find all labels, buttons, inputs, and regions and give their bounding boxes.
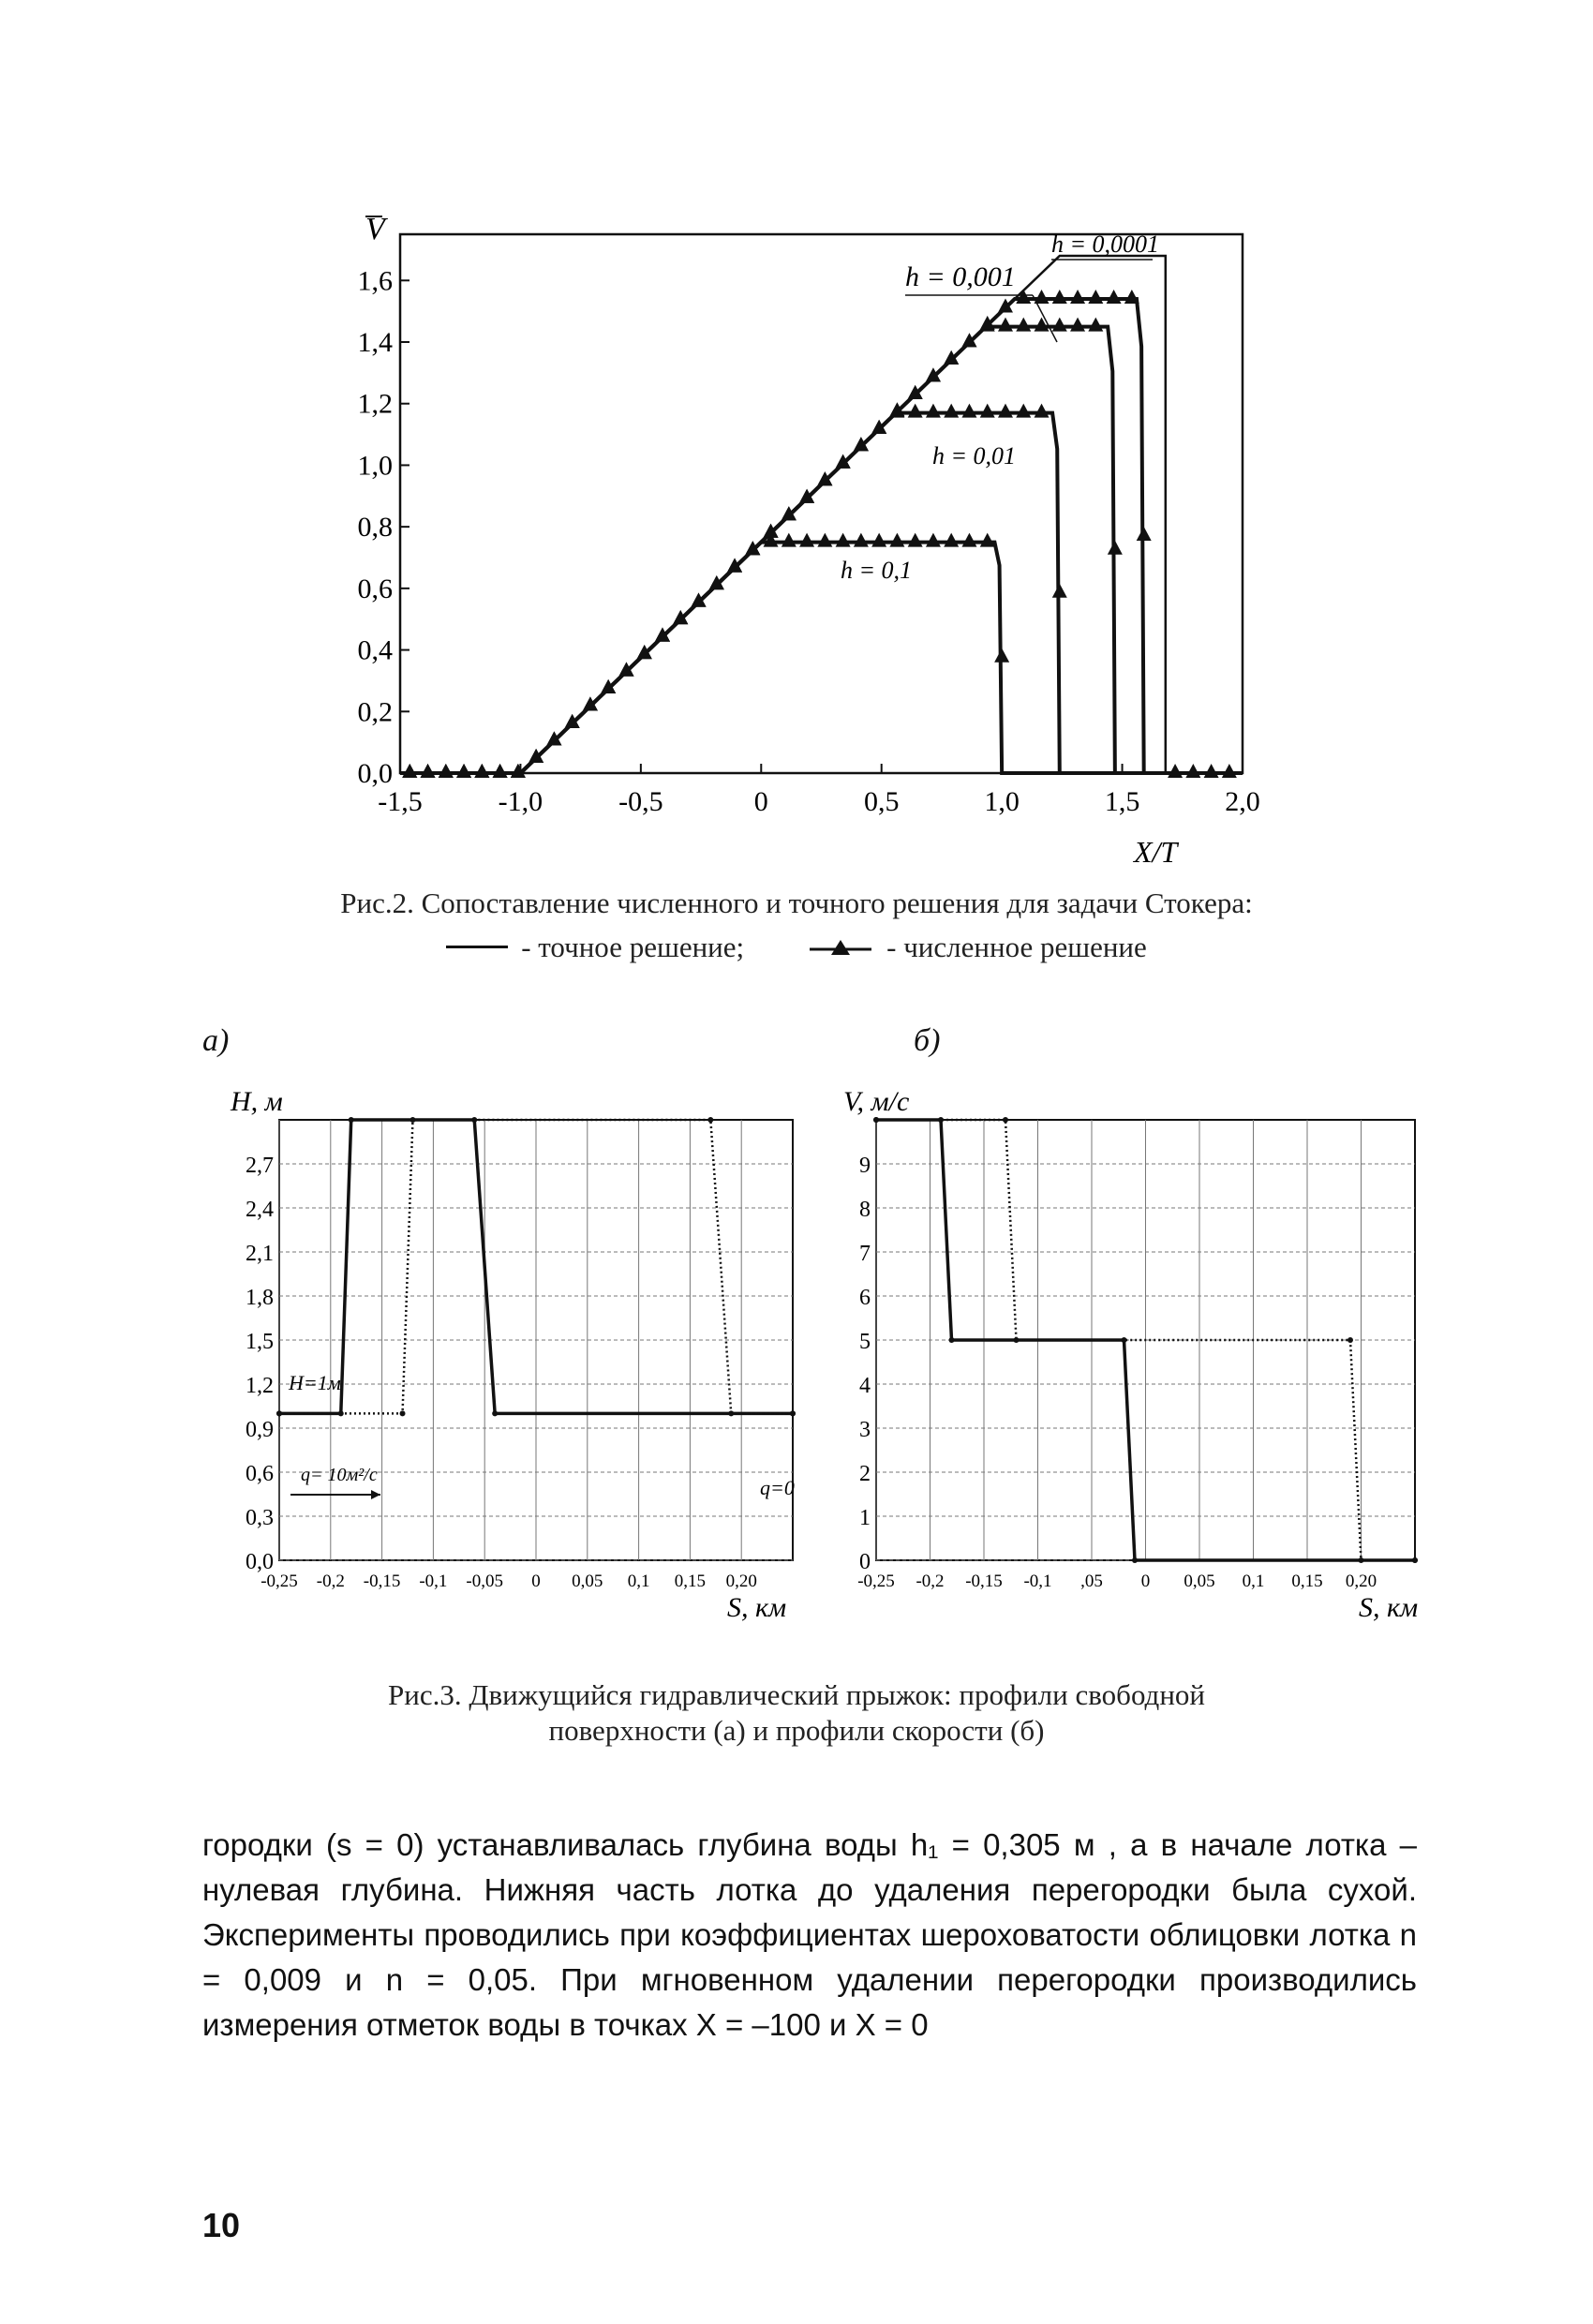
fig3b-xlabel: S, км	[1359, 1592, 1419, 1623]
fig2-xtick-label: 2,0	[1225, 786, 1260, 817]
fig2-numeric-marker	[799, 533, 814, 547]
page-number: 10	[202, 2206, 241, 2244]
fig3-series-marker	[492, 1410, 498, 1416]
fig3-xtick-label: -0,15	[363, 1572, 401, 1591]
fig3-ytick-label: 1,2	[246, 1374, 274, 1398]
fig2-numeric-marker	[980, 533, 995, 547]
fig3-series-marker	[1132, 1557, 1138, 1563]
fig3-panel-a-label: а)	[202, 1023, 230, 1058]
fig3-ytick-label: 2,7	[246, 1154, 274, 1178]
fig3-xtick-label: -0,25	[857, 1572, 895, 1591]
fig3-series-marker	[873, 1117, 879, 1123]
fig2-ytick-label: 1,6	[357, 265, 393, 297]
fig3-xtick-label: 0	[531, 1572, 541, 1591]
fig3-ytick-label: 0,0	[246, 1550, 274, 1574]
fig3-series-marker	[1014, 1337, 1020, 1343]
fig2-numeric-marker	[1185, 764, 1200, 778]
fig3-xtick-label: 0,1	[1242, 1572, 1265, 1591]
fig3-xtick-label: -0,1	[1023, 1572, 1052, 1591]
fig2-numeric-marker	[908, 533, 923, 547]
fig3-series-marker	[1359, 1557, 1364, 1563]
fig3-series-marker	[1347, 1337, 1353, 1343]
fig3-series-marker	[409, 1117, 415, 1123]
fig3-ytick-label: 0,9	[246, 1418, 274, 1442]
fig2-xtick-label: -1,0	[498, 786, 543, 817]
fig2-numeric-marker	[1168, 764, 1183, 778]
fig2-caption	[0, 886, 1593, 965]
fig2-numeric-marker	[1107, 290, 1122, 304]
fig2-numeric-marker	[944, 533, 959, 547]
fig3-series-marker	[790, 1410, 796, 1416]
figure3b-chart	[815, 1078, 1443, 1640]
fig2-xtick-label: 1,5	[1104, 786, 1140, 817]
fig3-xtick-label: 0	[1140, 1572, 1151, 1591]
fig3-ytick-label: 8	[859, 1198, 871, 1222]
fig2-numeric-marker	[1204, 764, 1219, 778]
fig3-ytick-label: 2	[859, 1462, 871, 1486]
fig2-xtick-label: 1,0	[984, 786, 1020, 817]
fig3-series-marker	[349, 1117, 354, 1123]
fig2-numeric-marker	[908, 404, 923, 418]
fig2-numeric-marker	[1052, 584, 1067, 598]
fig3-panel-b-label: б)	[914, 1023, 941, 1058]
fig3-xtick-label: 0,20	[1345, 1572, 1377, 1591]
fig2-numeric-marker	[1088, 290, 1103, 304]
fig2-numeric-marker	[926, 533, 941, 547]
fig3-ytick-label: 9	[859, 1154, 871, 1178]
figure2-chart	[337, 211, 1274, 872]
fig3-ytick-label: 0,3	[246, 1506, 274, 1530]
fig2-xlabel: X/T	[1134, 835, 1178, 869]
fig2-ytick-label: 0,4	[357, 634, 393, 666]
fig3-series-marker	[400, 1410, 406, 1416]
fig2-xtick-label: 0,5	[863, 786, 900, 817]
fig2-numeric-marker	[817, 533, 832, 547]
fig3a-ylabel: H, м	[231, 1086, 283, 1117]
fig2-numeric-marker	[871, 533, 886, 547]
fig2-numeric-marker	[998, 404, 1013, 418]
fig3-ytick-label: 1	[859, 1506, 871, 1530]
fig3a-annotation-q0: q=0	[760, 1476, 795, 1499]
fig2-annotation-h01: h = 0,1	[841, 557, 913, 584]
fig2-numeric-marker	[493, 764, 508, 778]
fig2-numeric-marker	[961, 533, 976, 547]
body-paragraph: городки (s = 0) устанавливалась глубина воды h₁ = 0,305 м , а в начале лотка – нулевая глубина. Нижняя часть лотка до удаления перегородки была сухой. Эксперименты проводились при коэффициентах шероховатости облицовки лотка n = 0,009 и n = 0,05. При мгновенном удалении перегородки производились измерения отметок воды в точках X = –100 и X = 0	[202, 1827, 1417, 2042]
fig2-ytick-label: 1,2	[357, 388, 393, 420]
fig2-ylabel: V	[365, 212, 385, 246]
fig2-annotation-h00001: h = 0,0001	[1051, 231, 1160, 258]
fig3-ytick-label: 5	[859, 1330, 871, 1354]
fig3-ytick-label: 1,8	[246, 1286, 274, 1310]
fig3-ytick-label: 4	[859, 1374, 871, 1398]
fig2-numeric-marker	[421, 764, 436, 778]
fig3-ytick-label: 3	[859, 1418, 871, 1442]
fig2-numeric-marker	[1124, 290, 1139, 304]
fig3-xtick-label: ,05	[1080, 1572, 1103, 1591]
fig2-ytick-label: 0,2	[357, 696, 393, 728]
fig2-numeric-marker	[980, 404, 995, 418]
fig3-series-marker	[1412, 1557, 1418, 1563]
legend-numeric-marker-icon	[808, 938, 873, 957]
fig2-annotation-h001: h = 0,01	[932, 442, 1017, 469]
fig2-numeric-marker	[1035, 404, 1050, 418]
fig3-caption	[0, 1677, 1593, 1749]
fig2-numeric-marker	[1222, 764, 1237, 778]
fig3-xtick-label: -0,2	[916, 1572, 945, 1591]
fig2-numeric-marker	[439, 764, 454, 778]
fig2-xtick-label: -0,5	[618, 786, 663, 817]
fig3-ytick-label: 2,1	[246, 1242, 274, 1266]
fig3-xtick-label: -0,1	[419, 1572, 448, 1591]
fig2-numeric-marker	[782, 533, 796, 547]
fig2-numeric-marker	[1070, 318, 1085, 332]
body-text	[202, 1823, 1417, 2048]
fig3-series-marker	[728, 1410, 734, 1416]
fig3-xtick-label: 0,05	[572, 1572, 603, 1591]
legend-numeric-label: - численное решение	[886, 930, 1147, 963]
fig2-ytick-label: 0,8	[357, 512, 393, 544]
fig3a-annotation-q: q= 10м²/с	[301, 1465, 378, 1485]
fig2-ytick-label: 0,6	[357, 573, 393, 604]
fig3a-xlabel: S, км	[727, 1592, 787, 1623]
fig2-numeric-marker	[944, 404, 959, 418]
fig3-ytick-label: 7	[859, 1242, 871, 1266]
legend-exact-label: - точное решение;	[521, 930, 745, 963]
legend-exact-line-icon	[446, 946, 508, 948]
fig2-numeric-marker	[1016, 318, 1031, 332]
fig3-xtick-label: -0,15	[965, 1572, 1003, 1591]
fig2-annotation-h0001: h = 0,001	[905, 261, 1016, 292]
fig3b-ylabel: V, м/с	[843, 1086, 910, 1117]
fig3-xtick-label: -0,25	[261, 1572, 298, 1591]
fig2-numeric-marker	[994, 648, 1009, 663]
fig2-numeric-marker	[1035, 318, 1050, 332]
fig3-ytick-label: 2,4	[246, 1198, 274, 1222]
fig3-series-marker	[949, 1337, 955, 1343]
fig3-xtick-label: 0,15	[1291, 1572, 1323, 1591]
fig2-numeric-marker	[1052, 290, 1067, 304]
fig3-ytick-label: 1,5	[246, 1330, 274, 1354]
fig3-ytick-label: 6	[859, 1286, 871, 1310]
fig3-series-marker	[707, 1117, 713, 1123]
fig3-xtick-label: 0,05	[1184, 1572, 1215, 1591]
fig2-numeric-marker	[889, 533, 904, 547]
fig3-xtick-label: 0,15	[674, 1572, 707, 1591]
fig2-legend	[446, 930, 1147, 965]
fig2-numeric-marker	[456, 764, 471, 778]
fig2-numeric-marker	[1070, 290, 1085, 304]
fig3-xtick-label: 0,1	[627, 1572, 650, 1591]
fig3-xtick-label: 0,20	[725, 1572, 757, 1591]
fig2-xtick-label: 0	[753, 786, 768, 817]
fig3a-annotation-h: H=1м	[289, 1371, 341, 1394]
fig2-numeric-marker	[926, 404, 941, 418]
fig2-numeric-marker	[1052, 318, 1067, 332]
fig2-ytick-label: 0,0	[357, 758, 393, 789]
fig2-numeric-marker	[998, 318, 1013, 332]
fig2-ytick-label: 1,0	[357, 450, 393, 482]
fig2-numeric-marker	[1137, 527, 1152, 541]
fig2-numeric-marker	[1108, 541, 1123, 555]
fig2-numeric-marker	[854, 533, 869, 547]
fig2-numeric-marker	[402, 764, 417, 778]
fig2-numeric-marker	[836, 533, 851, 547]
fig2-numeric-marker	[474, 764, 489, 778]
fig2-numeric-marker	[961, 404, 976, 418]
fig2-xtick-label: -1,5	[378, 786, 423, 817]
fig2-ytick-label: 1,4	[357, 327, 393, 358]
fig2-numeric-marker	[1016, 404, 1031, 418]
fig3-caption-line2: поверхности (а) и профили скорости (б)	[548, 1714, 1045, 1747]
fig2-numeric-marker	[1088, 318, 1103, 332]
fig3-ytick-label: 0,6	[246, 1462, 274, 1486]
fig3-caption-line1: Рис.3. Движущийся гидравлический прыжок: профили свободной	[387, 1678, 1206, 1711]
figure3a-chart	[202, 1078, 811, 1640]
fig3-series-marker	[276, 1410, 282, 1416]
fig3-xtick-label: -0,2	[316, 1572, 345, 1591]
fig2-caption-line1: Рис.2. Сопоставление численного и точного решения для задачи Стокера:	[340, 886, 1253, 919]
fig3-xtick-label: -0,05	[466, 1572, 503, 1591]
fig3-series-marker	[1003, 1117, 1008, 1123]
fig3-ytick-label: 0	[859, 1550, 871, 1574]
